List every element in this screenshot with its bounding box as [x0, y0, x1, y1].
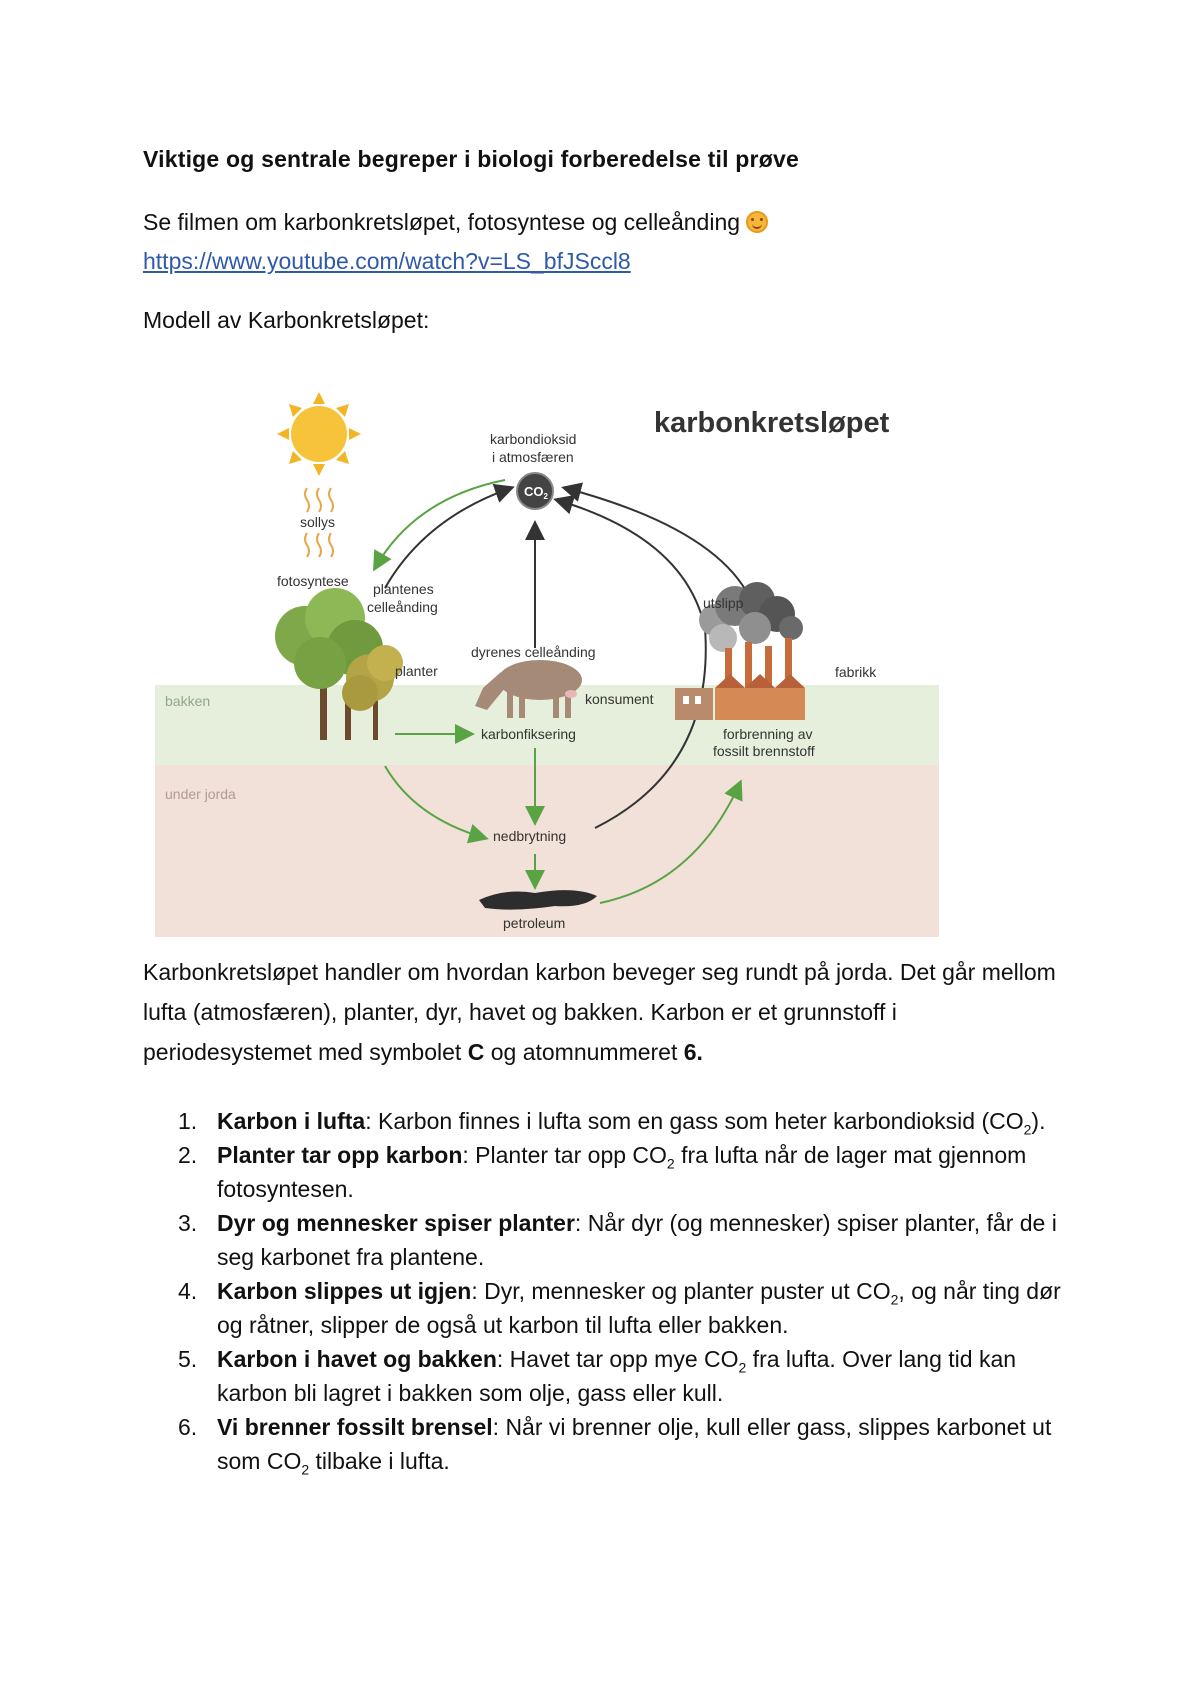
- list-item-heading: Karbon i lufta: [217, 1108, 366, 1134]
- petroleum-label: petroleum: [503, 915, 566, 931]
- list-item: [143, 1104, 1063, 1138]
- factory-icon: [675, 638, 805, 720]
- paragraph-mid: og atomnummeret: [490, 1039, 678, 1065]
- fotosyntese-label: fotosyntese: [277, 573, 349, 589]
- list-number: 2.: [178, 1142, 198, 1168]
- intro-paragraph: [143, 952, 1063, 1072]
- list-item-subscript: 2: [738, 1359, 747, 1376]
- paragraph-number: 6.: [683, 1039, 703, 1065]
- list-item-text-end: fra lufta når de lager mat gjennom fotosyntesen.: [217, 1142, 1027, 1202]
- konsument-label: konsument: [585, 691, 654, 707]
- forbrenning-label-line2: fossilt brennstoff: [713, 743, 815, 759]
- list-item: [143, 1274, 1063, 1342]
- list-item-text: : Når dyr (og mennesker) spiser planter, får de i seg karbonet fra plantene.: [217, 1210, 1057, 1270]
- planter-label: planter: [395, 663, 438, 679]
- list-item-subscript: 2: [890, 1291, 899, 1308]
- list-item-heading: Planter tar opp karbon: [217, 1142, 463, 1168]
- bakken-label: bakken: [165, 693, 211, 709]
- list-number: 6.: [178, 1414, 198, 1440]
- list-item-subscript: 2: [301, 1461, 310, 1478]
- ground-band-under-jorda: [155, 765, 939, 937]
- forbrenning-label-line1: forbrenning av: [723, 726, 813, 742]
- list-item-text: : Planter tar opp CO: [462, 1142, 667, 1168]
- list-item-text: : Når vi brenner olje, kull eller gass, slippes karbonet ut som CO: [217, 1414, 1052, 1474]
- nedbrytning-label: nedbrytning: [493, 828, 567, 844]
- co2-label-line2: i atmosfæren: [492, 449, 574, 465]
- list-item-text: : Karbon finnes i lufta som en gass som heter karbondioksid (CO: [365, 1108, 1024, 1134]
- list-item-subscript: 2: [1023, 1121, 1032, 1138]
- list-item-text-end: ).: [1031, 1108, 1046, 1134]
- smiley-emoji-icon: [746, 211, 768, 233]
- plantenes-label-line2: celleånding: [367, 599, 438, 615]
- list-item-text-end: fra lufta. Over lang tid kan karbon bli lagret i bakken som olje, gass eller kull.: [217, 1346, 1017, 1406]
- paragraph-symbol: C: [467, 1039, 485, 1065]
- model-label: Modell av Karbonkretsløpet:: [143, 307, 430, 333]
- plantenes-label-line1: plantenes: [373, 581, 434, 597]
- page-title: Viktige og sentrale begreper i biologi forberedelse til prøve: [143, 146, 799, 172]
- arrow-plant-respiration: [385, 488, 511, 588]
- list-item-heading: Karbon i havet og bakken: [217, 1346, 497, 1372]
- list-item-text-end: tilbake i lufta.: [309, 1448, 450, 1474]
- list-number: 3.: [178, 1210, 198, 1236]
- co2-label-line1: karbondioksid: [490, 431, 577, 447]
- intro-text: [143, 209, 768, 236]
- paragraph-text: Karbonkretsløpet handler om hvordan karbon beveger seg rundt på jorda. Det går mellom lufta (atmosfæren), planter, dyr, havet og bakken. Karbon er et grunnstoff i periodesystemet med symbolet: [143, 959, 1056, 1065]
- list-number: 1.: [178, 1108, 198, 1134]
- list-item: [143, 1342, 1063, 1410]
- list-item-text-end: , og når ting dør og råtner, slipper de også ut karbon til lufta eller bakken.: [217, 1278, 1061, 1338]
- arrow-photosynthesis: [375, 480, 505, 568]
- list-item-heading: Karbon slippes ut igjen: [217, 1278, 472, 1304]
- list-item-text: : Dyr, mennesker og planter puster ut CO: [471, 1278, 891, 1304]
- list-item: [143, 1138, 1063, 1206]
- numbered-list: [143, 1104, 1063, 1478]
- list-item: [143, 1410, 1063, 1478]
- list-item-heading: Dyr og mennesker spiser planter: [217, 1210, 575, 1236]
- fabrikk-label: fabrikk: [835, 664, 877, 680]
- karbonfiksering-label: karbonfiksering: [481, 726, 576, 742]
- under-jorda-label: under jorda: [165, 786, 236, 802]
- intro-sentence: Se filmen om karbonkretsløpet, fotosyntese og celleånding: [143, 209, 741, 235]
- arrow-emission: [565, 488, 750, 598]
- diagram-title: karbonkretsløpet: [654, 407, 890, 439]
- list-item: [143, 1206, 1063, 1274]
- carbon-cycle-diagram: [155, 388, 939, 948]
- utslipp-label: utslipp: [703, 595, 744, 611]
- list-item-heading: Vi brenner fossilt brensel: [217, 1414, 493, 1440]
- list-number: 4.: [178, 1278, 198, 1304]
- sollys-label: sollys: [300, 514, 336, 530]
- list-item-subscript: 2: [666, 1155, 675, 1172]
- list-number: 5.: [178, 1346, 198, 1372]
- sun-icon: [277, 392, 361, 476]
- youtube-link[interactable]: https://www.youtube.com/watch?v=LS_bfJSccl8: [143, 248, 631, 274]
- co2-symbol: $CO_2$: [524, 484, 548, 501]
- dyrenes-celleanding-label: dyrenes celleånding: [471, 644, 596, 660]
- list-item-text: : Havet tar opp mye CO: [496, 1346, 739, 1372]
